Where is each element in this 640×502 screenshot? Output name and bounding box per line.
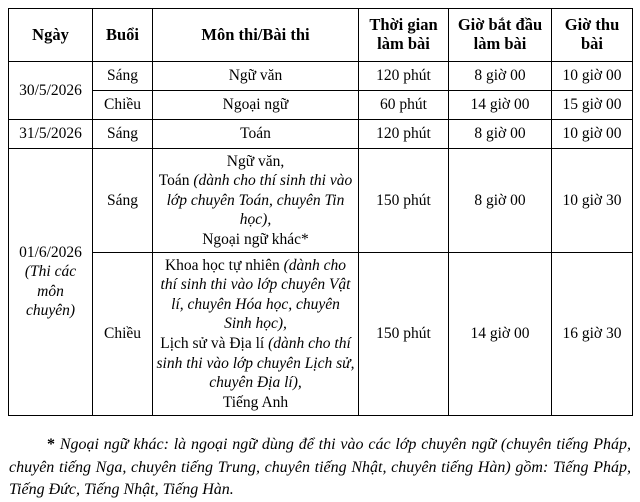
cell-start-time: 14 giờ 00 — [449, 253, 552, 416]
cell-duration: 150 phút — [359, 253, 449, 416]
cell-subject — [153, 253, 359, 416]
subject-note: (dành cho thí sinh thi vào lớp chuyên Lịch sử, chuyên Địa lí), — [156, 335, 355, 392]
cell-end-time: 15 giờ 00 — [552, 91, 633, 120]
cell-subject: Ngoại ngữ — [153, 91, 359, 120]
cell-date-chuyen — [9, 149, 93, 416]
cell-subject: Ngữ văn — [153, 62, 359, 91]
table-row — [9, 253, 633, 416]
column-header-end-time: Giờ thu bài — [552, 9, 633, 62]
cell-start-time: 8 giờ 00 — [449, 62, 552, 91]
table-row — [9, 149, 633, 253]
column-header-duration: Thời gian làm bài — [359, 9, 449, 62]
cell-date-value: 01/6/2026 — [19, 243, 82, 261]
cell-end-time: 10 giờ 30 — [552, 149, 633, 253]
subject-name: Ngữ văn, — [226, 152, 285, 170]
footnote-text: Ngoại ngữ khác: là ngoại ngữ dùng để thi vào các lớp chuyên ngữ (chuyên tiếng Pháp, chuyên tiếng Nga, chuyên tiếng Trung, chuyên tiếng Nhật, chuyên tiếng Hàn) gồm: Tiếng Pháp, Tiếng Đức, Tiếng Nhật, Tiếng Hàn. — [9, 436, 631, 499]
cell-session: Sáng — [93, 149, 153, 253]
cell-subject: Toán — [153, 120, 359, 149]
cell-subject — [153, 149, 359, 253]
column-header-date: Ngày — [9, 9, 93, 62]
cell-session: Chiều — [93, 253, 153, 416]
cell-end-time: 16 giờ 30 — [552, 253, 633, 416]
column-header-start-time: Giờ bắt đầu làm bài — [449, 9, 552, 62]
table-row — [9, 91, 633, 120]
cell-start-time: 8 giờ 00 — [449, 120, 552, 149]
cell-end-time: 10 giờ 00 — [552, 62, 633, 91]
cell-date: 30/5/2026 — [9, 62, 93, 120]
subject-name: Ngoại ngữ khác* — [202, 230, 309, 248]
footnote — [9, 434, 631, 502]
footnote-marker: * — [47, 436, 55, 453]
cell-date-note: (Thi các môn chuyên) — [24, 263, 77, 320]
subject-name: Khoa học tự nhiên — [164, 256, 284, 274]
table-header-row — [9, 9, 633, 62]
cell-session: Sáng — [93, 62, 153, 91]
subject-name: Lịch sử và Địa lí — [160, 335, 269, 352]
table-row — [9, 62, 633, 91]
cell-start-time: 14 giờ 00 — [449, 91, 552, 120]
subject-name: Tiếng Anh — [222, 393, 289, 411]
subject-note: (dành cho thí sinh thi vào lớp chuyên Vật lí, chuyên Hóa học, chuyên Sinh học), — [160, 256, 351, 333]
exam-schedule-table — [8, 8, 633, 416]
cell-duration: 120 phút — [359, 120, 449, 149]
cell-start-time: 8 giờ 00 — [449, 149, 552, 253]
column-header-subject: Môn thi/Bài thi — [153, 9, 359, 62]
table-row — [9, 120, 633, 149]
cell-session: Sáng — [93, 120, 153, 149]
table-body — [9, 62, 633, 416]
cell-date: 31/5/2026 — [9, 120, 93, 149]
cell-duration: 120 phút — [359, 62, 449, 91]
subject-note: (dành cho thí sinh thi vào lớp chuyên Toán, chuyên Tin học), — [166, 172, 353, 229]
column-header-session: Buổi — [93, 9, 153, 62]
cell-duration: 150 phút — [359, 149, 449, 253]
table-header — [9, 9, 633, 62]
cell-duration: 60 phút — [359, 91, 449, 120]
cell-end-time: 10 giờ 00 — [552, 120, 633, 149]
cell-session: Chiều — [93, 91, 153, 120]
subject-name: Toán — [158, 172, 194, 190]
